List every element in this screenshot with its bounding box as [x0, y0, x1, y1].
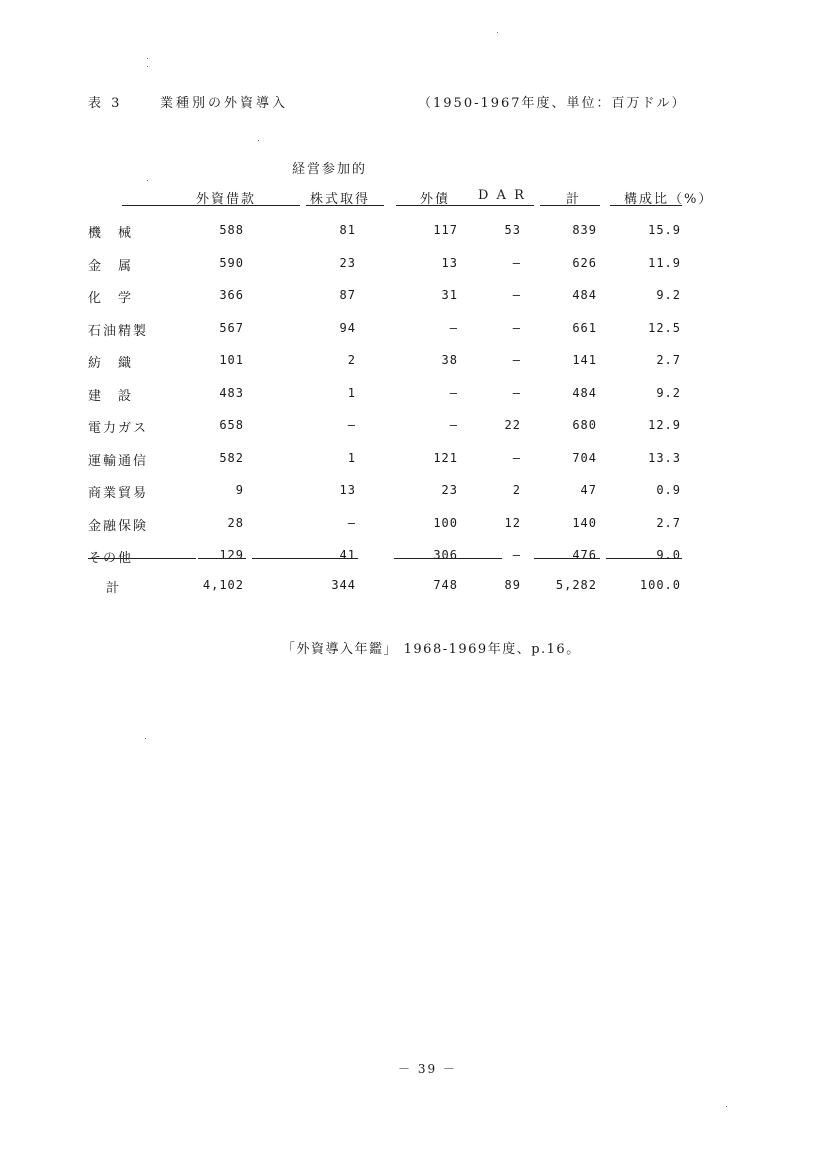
table-cell: 81	[339, 223, 356, 237]
table-cell: 2.7	[656, 353, 681, 367]
header-underline-4	[540, 205, 600, 206]
table-cell: –	[512, 386, 521, 400]
row-category: その他	[88, 551, 134, 566]
column-header: 外債	[420, 192, 451, 207]
row-category: 商業貿易	[88, 486, 149, 501]
table-cell: 306	[433, 548, 458, 562]
column-header: 構成比（%）	[624, 192, 714, 207]
table-cell: 626	[572, 256, 597, 270]
table-cell: 100	[433, 516, 458, 530]
table-cell: 1	[347, 451, 356, 465]
table-cell: 590	[219, 256, 244, 270]
scan-speck	[147, 58, 148, 59]
table-cell: 100.0	[639, 578, 681, 592]
scan-speck	[145, 738, 146, 739]
table-cell: 2.7	[656, 516, 681, 530]
table-cell: –	[512, 288, 521, 302]
bottom-rule-1	[88, 558, 196, 559]
column-header: 外資借款	[196, 192, 257, 207]
table-cell: 658	[219, 418, 244, 432]
table-cell: 89	[504, 578, 521, 592]
table-cell: 13	[441, 256, 458, 270]
row-category: 化 学	[88, 291, 134, 306]
table-cell: 484	[572, 386, 597, 400]
table-cell: –	[347, 418, 356, 432]
table-cell: 13.3	[648, 451, 681, 465]
table-cell: 344	[331, 578, 356, 592]
bottom-rule-3	[252, 558, 358, 559]
table-cell: 680	[572, 418, 597, 432]
header-underline-1	[122, 205, 300, 206]
table-cell: –	[512, 353, 521, 367]
column-header: 株式取得	[310, 192, 371, 207]
table-cell: 12	[504, 516, 521, 530]
table-cell: –	[449, 418, 458, 432]
table-cell: 140	[572, 516, 597, 530]
row-category: 金融保険	[88, 519, 149, 534]
table-cell: –	[449, 321, 458, 335]
row-category: 金 属	[88, 259, 134, 274]
scan-speck	[147, 180, 148, 181]
table-cell: –	[512, 548, 521, 562]
source-citation: 「外資導入年鑑」 1968-1969年度、p.16。	[282, 642, 581, 657]
table-cell: –	[347, 516, 356, 530]
table-cell: 1	[347, 386, 356, 400]
table-cell: –	[512, 451, 521, 465]
table-cell: 94	[339, 321, 356, 335]
column-header: 計	[566, 192, 582, 207]
table-cell: 31	[441, 288, 458, 302]
scan-speck	[258, 140, 259, 141]
row-category: 運輸通信	[88, 454, 149, 469]
row-category: 建 設	[88, 389, 134, 404]
table-cell: 9.2	[656, 386, 681, 400]
table-cell: 588	[219, 223, 244, 237]
table-cell: 582	[219, 451, 244, 465]
group-label: 経営参加的	[292, 162, 368, 177]
table-cell: 129	[219, 548, 244, 562]
table-cell: 121	[433, 451, 458, 465]
table-cell: 2	[512, 483, 521, 497]
table-cell: 53	[504, 223, 521, 237]
table-cell: 12.9	[648, 418, 681, 432]
table-cell: 661	[572, 321, 597, 335]
bottom-rule-2	[198, 558, 246, 559]
header-underline-5	[610, 205, 682, 206]
table-cell: 839	[572, 223, 597, 237]
table-cell: 9.2	[656, 288, 681, 302]
table-cell: 484	[572, 288, 597, 302]
table-cell: –	[512, 256, 521, 270]
table-cell: 28	[227, 516, 244, 530]
table-cell: –	[512, 321, 521, 335]
table-title: 業種別の外資導入	[160, 96, 289, 111]
header-underline-3	[396, 205, 534, 206]
table-cell: 141	[572, 353, 597, 367]
table-cell: 704	[572, 451, 597, 465]
row-category: 石油精製	[88, 324, 149, 339]
table-unit-note: （1950-1967年度、単位：百万ドル）	[418, 96, 687, 111]
table-cell: 15.9	[648, 223, 681, 237]
table-cell: 9	[235, 483, 244, 497]
table-cell: 47	[580, 483, 597, 497]
table-cell: 23	[339, 256, 356, 270]
table-cell: 567	[219, 321, 244, 335]
table-cell: 366	[219, 288, 244, 302]
table-cell: 476	[572, 548, 597, 562]
table-number: 表 3	[88, 96, 123, 111]
header-underline-2	[306, 205, 384, 206]
table-cell: 11.9	[648, 256, 681, 270]
scan-speck	[147, 66, 148, 67]
table-cell: 12.5	[648, 321, 681, 335]
column-header: D A R	[478, 188, 526, 203]
table-cell: 117	[433, 223, 458, 237]
table-cell: 9.0	[656, 548, 681, 562]
scan-speck	[497, 32, 498, 33]
table-cell: 22	[504, 418, 521, 432]
table-cell: 87	[339, 288, 356, 302]
table-cell: 23	[441, 483, 458, 497]
row-category: 紡 織	[88, 356, 134, 371]
bottom-rule-6	[606, 558, 682, 559]
table-cell: 13	[339, 483, 356, 497]
row-category: 機 械	[88, 226, 134, 241]
table-cell: 4,102	[202, 578, 244, 592]
table-cell: 38	[441, 353, 458, 367]
table-cell: 0.9	[656, 483, 681, 497]
scan-speck	[726, 1106, 727, 1107]
table-cell: 5,282	[555, 578, 597, 592]
table-cell: 41	[339, 548, 356, 562]
bottom-rule-5	[534, 558, 600, 559]
table-cell: 748	[433, 578, 458, 592]
table-cell: 101	[219, 353, 244, 367]
row-category: 計	[106, 581, 122, 596]
table-cell: 2	[347, 353, 356, 367]
table-cell: 483	[219, 386, 244, 400]
row-category: 電力ガス	[88, 421, 149, 436]
bottom-rule-4	[394, 558, 502, 559]
page-number: － 39 －	[398, 1062, 457, 1076]
table-cell: –	[449, 386, 458, 400]
